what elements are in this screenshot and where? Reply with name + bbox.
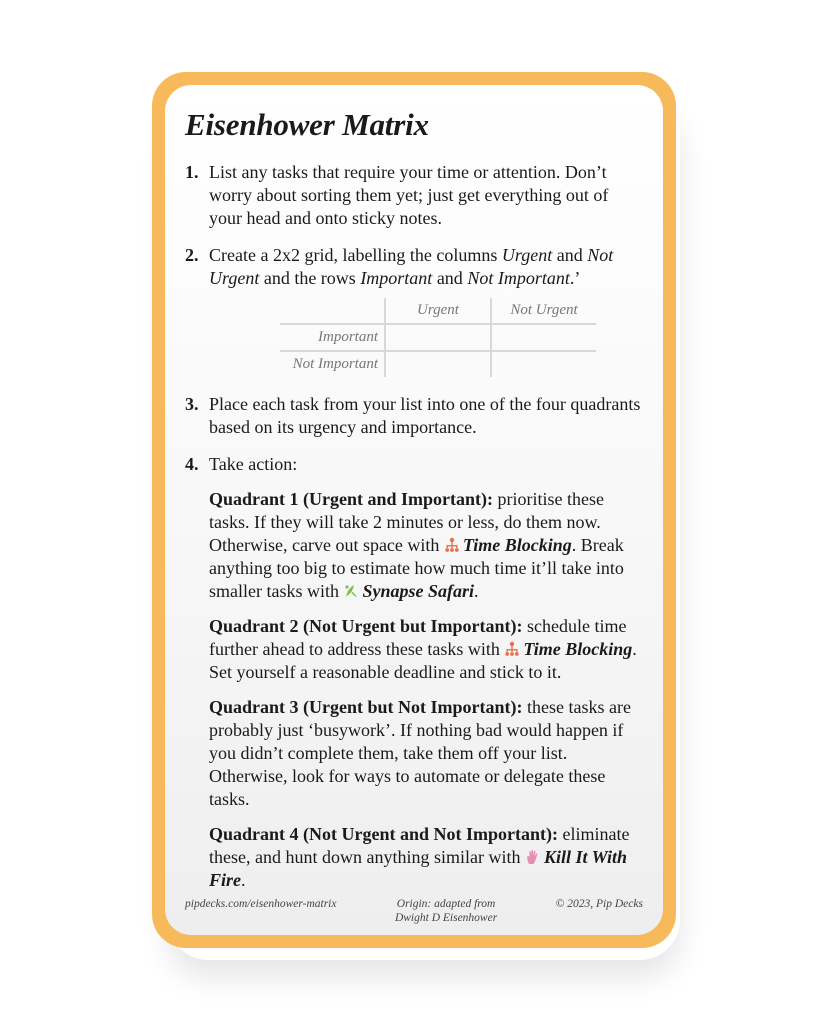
quadrant-heading: Quadrant 2 (Not Urgent but Important): (209, 616, 523, 636)
step-number: 1. (185, 162, 199, 182)
card-title: Eisenhower Matrix (185, 107, 429, 142)
matrix-cell (491, 324, 596, 351)
matrix-col-header: Urgent (385, 298, 491, 324)
hand-icon (525, 848, 541, 864)
link-synapse-safari: Synapse Safari (362, 581, 474, 601)
matrix-cell (385, 324, 491, 351)
matrix-row-header: Not Important (280, 351, 385, 377)
footer-url: pipdecks.com/eisenhower-matrix (185, 898, 337, 910)
quadrant-3: Quadrant 3 (Urgent but Not Important): these tasks are probably just ‘busywork’. If nothing bad would happen if you didn’t complete them, take them off your list. Otherwise, look for ways to automate or delegate these tasks. (209, 697, 631, 809)
leaf-runner-icon (343, 582, 359, 598)
step-3 (185, 393, 641, 439)
quadrant-heading: Quadrant 3 (Urgent but Not Important): (209, 697, 523, 717)
quadrant-1: Quadrant 1 (Urgent and Important): prioritise these tasks. If they will take 2 minutes or less, do them now. Otherwise, carve out space with Time Blocking. Break anything too big to estimate how much time it’ll take into smaller tasks with Synapse Safari. (209, 489, 624, 601)
step-number: 4. (185, 454, 199, 474)
matrix-cell (385, 351, 491, 377)
matrix-corner (280, 298, 385, 324)
link-time-blocking: Time Blocking (523, 639, 633, 659)
step-4 (185, 453, 641, 476)
footer-copyright: © 2023, Pip Decks (555, 898, 643, 910)
link-time-blocking: Time Blocking (462, 535, 572, 555)
card-face (165, 85, 663, 935)
step-text: Create a 2x2 grid, labelling the columns Urgent and Not Urgent and the rows Important and Not Important.’ (209, 245, 614, 288)
org-chart-icon (504, 640, 520, 656)
matrix-cell (491, 351, 596, 377)
matrix-row-header: Important (280, 324, 385, 351)
matrix-col-header: Not Urgent (491, 298, 596, 324)
matrix-diagram (209, 298, 641, 377)
card-footer (185, 897, 643, 925)
step-text: Place each task from your list into one of the four quadrants based on its urgency and importance. (209, 394, 641, 437)
step-text: Take action: (209, 454, 298, 474)
quadrant-4: Quadrant 4 (Not Urgent and Not Important): eliminate these, and hunt down anything similar with Kill It With Fire. (209, 824, 630, 890)
step-number: 3. (185, 394, 199, 414)
link-kill-it-with-fire: Kill It With Fire (209, 847, 628, 890)
steps-list (185, 161, 641, 476)
matrix-table (280, 298, 596, 377)
step-1 (185, 161, 641, 230)
step-2 (185, 244, 641, 377)
footer-origin: Origin: adapted from Dwight D Eisenhower (394, 898, 498, 924)
step-number: 2. (185, 245, 199, 265)
quadrant-heading: Quadrant 4 (Not Urgent and Not Important): (209, 824, 558, 844)
quadrant-heading: Quadrant 1 (Urgent and Important): (209, 489, 494, 509)
step-text: List any tasks that require your time or attention. Don’t worry about sorting them yet; just get everything out of your head and onto sticky notes. (209, 162, 609, 228)
quadrant-2: Quadrant 2 (Not Urgent but Important): schedule time further ahead to address these tasks with Time Blocking. Set yourself a reasonable deadline and stick to it. (209, 616, 637, 682)
org-chart-icon (444, 536, 460, 552)
card (152, 72, 676, 948)
